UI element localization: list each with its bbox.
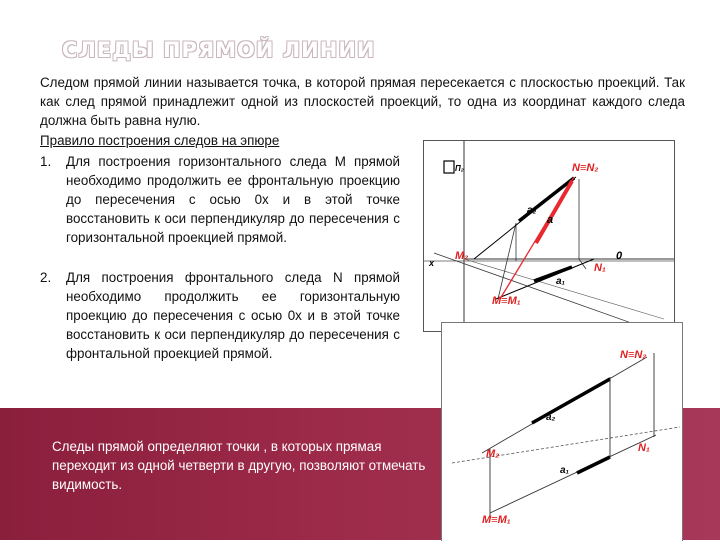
diagram-epure	[441, 322, 683, 541]
rule-item-1	[40, 152, 400, 247]
rule-text: Для построения фронтального следа N прямой необходимо продолжить ее горизонтальную проекцию до пересечения с осью 0х и в этой точке восстановить к оси перпендикуляр до пересечения с фронтальной проекцией прямой.	[66, 270, 400, 361]
label-m-trace: M≡M₁	[482, 514, 511, 526]
label-a: a	[547, 214, 554, 226]
label-a2: a₂	[527, 205, 537, 216]
intro-paragraph: Следом прямой линии называется точка, в которой прямая пересекается с плоскостью проекций. Так как след прямой принадлежит одной из плоскостей проекций, то одна из координат каждого следа должна быть равна нулю.	[40, 75, 685, 128]
rule-text: Для построения горизонтального следа М прямой необходимо продолжить ее фронтальную проекцию до пересечения с осью 0х и в этой точке восстановить к оси перпендикуляр до пересечения с горизонтальной проекцией прямой.	[66, 154, 400, 245]
label-n1: N₁	[638, 442, 650, 454]
label-m2: M₂	[455, 250, 469, 262]
diagram-spatial-drawing	[424, 141, 674, 331]
rule-number: 1.	[40, 154, 52, 169]
rule-number: 2.	[40, 270, 52, 285]
rule-item-2	[40, 268, 400, 363]
rule-heading: Правило построения следов на эпюре	[40, 133, 280, 148]
diagram-epure-drawing	[442, 323, 682, 541]
label-a2: a₂	[546, 412, 556, 423]
label-m-trace: M≡M₁	[492, 295, 521, 307]
horizontal-projection-line	[490, 435, 656, 513]
label-n1: N₁	[594, 262, 606, 274]
label-a1: a₁	[560, 465, 570, 476]
label-zero: 0	[616, 250, 623, 262]
label-n-trace: N≡N₂	[620, 349, 647, 361]
plane-edge	[434, 253, 654, 331]
plane-label-box	[444, 161, 454, 173]
space-line-a	[536, 181, 572, 243]
label-a1: a₁	[556, 276, 566, 287]
plane-edge	[464, 259, 664, 319]
label-m2: M₂	[486, 448, 500, 460]
horizontal-projection-a1	[534, 267, 572, 281]
horizontal-projection-a1	[577, 457, 610, 473]
horizontal-projection-line	[496, 259, 594, 299]
frontal-projection-a2	[532, 379, 610, 423]
label-x: x	[429, 258, 435, 268]
diagram-spatial	[423, 140, 675, 332]
label-n-trace: N≡N₂	[572, 162, 599, 174]
plane-label-pi2: П₂	[455, 164, 464, 173]
slide-title: СЛЕДЫ ПРЯМОЙ ЛИНИИ	[62, 38, 376, 62]
conclusion-text: Следы прямой определяют точки , в которых прямая переходит из одной четверти в другую, позволяют отмечать видимость.	[52, 439, 426, 492]
